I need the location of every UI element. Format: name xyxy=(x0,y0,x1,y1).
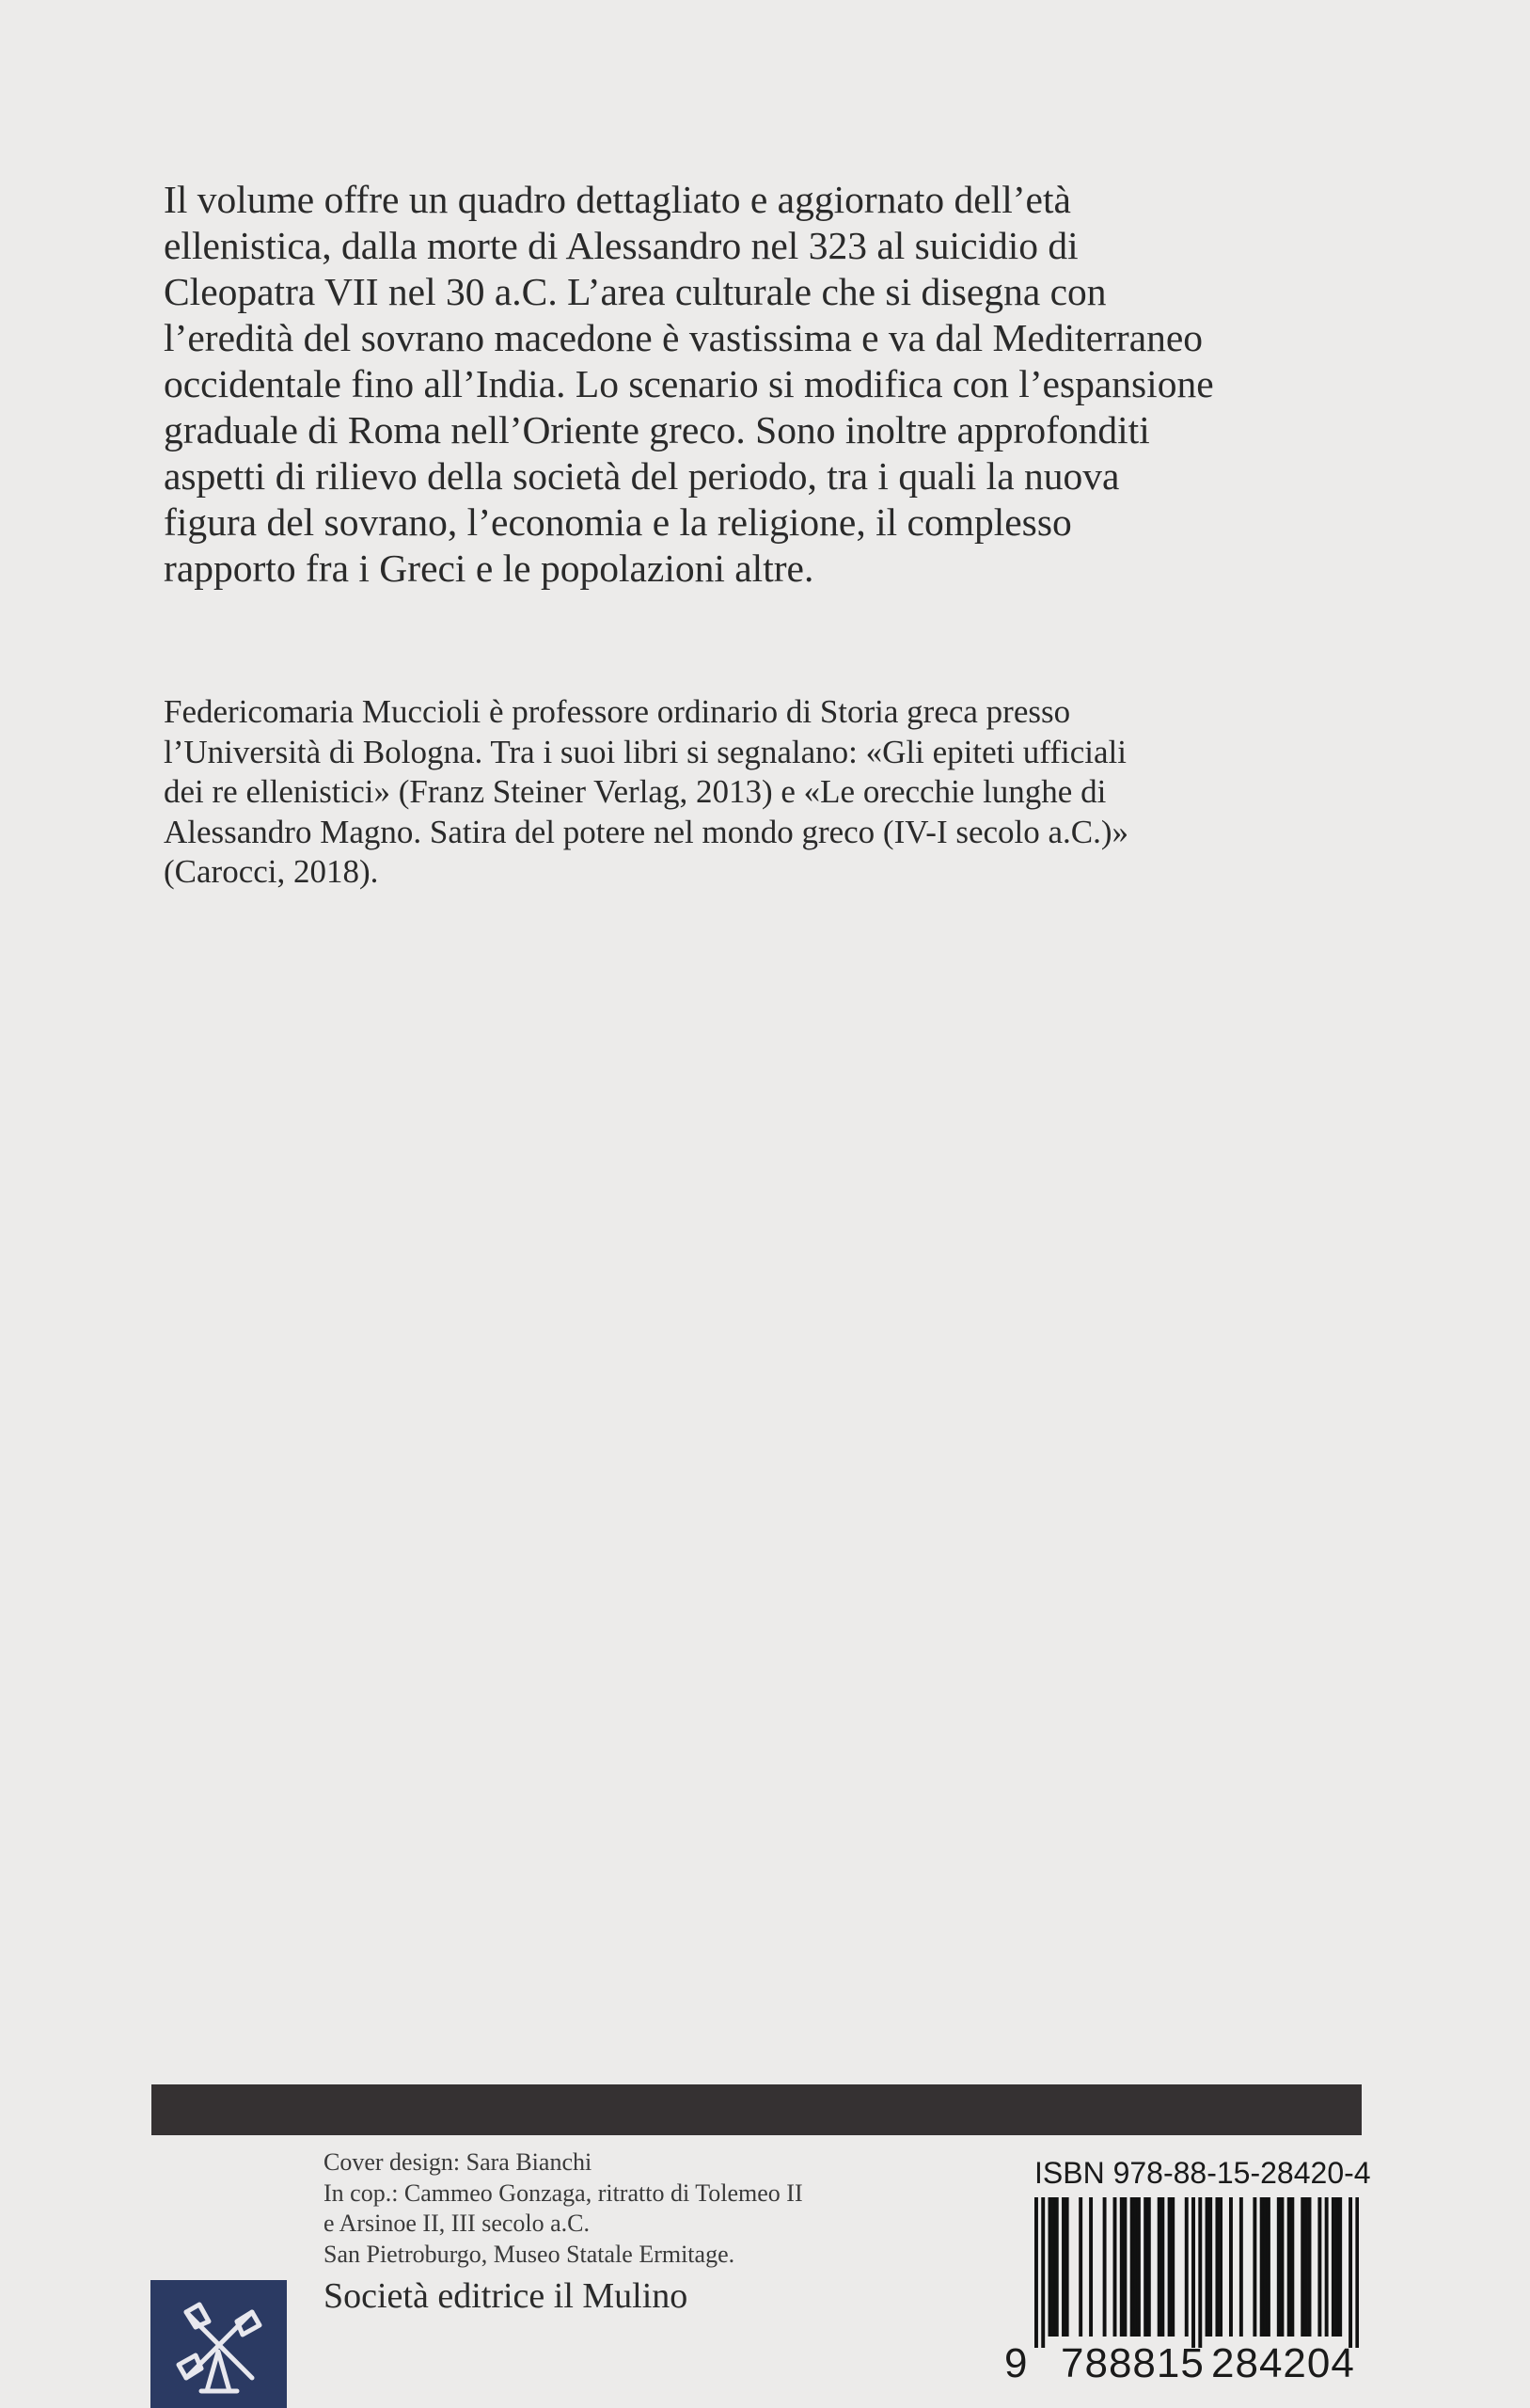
windmill-icon xyxy=(150,2280,287,2408)
barcode-bar xyxy=(1123,2197,1127,2337)
bio-line: (Carocci, 2018). xyxy=(164,853,379,890)
barcode-bar xyxy=(1335,2197,1339,2337)
divider-bar xyxy=(151,2084,1362,2135)
description-line: Il volume offre un quadro dettagliato e aggiornato dell’età xyxy=(164,178,1071,221)
barcode xyxy=(1034,2197,1359,2348)
barcode-bar xyxy=(1133,2197,1137,2337)
barcode-bar xyxy=(1130,2197,1134,2337)
barcode-bar xyxy=(1263,2197,1267,2337)
publisher-logo xyxy=(150,2280,287,2408)
barcode-bar xyxy=(1290,2197,1294,2337)
barcode-bar xyxy=(1051,2197,1055,2337)
barcode-bar xyxy=(1308,2197,1312,2337)
description-line: aspetti di rilievo della società del periodo, tra i quali la nuova xyxy=(164,454,1120,498)
barcode-bar xyxy=(1062,2197,1065,2337)
barcode-bar xyxy=(1208,2197,1212,2337)
barcode-bar xyxy=(1065,2197,1069,2337)
barcode-bar xyxy=(1301,2197,1304,2337)
barcode-bar xyxy=(1267,2197,1270,2337)
description-line: occidentale fino all’India. Lo scenario si modifica con l’espansione xyxy=(164,362,1214,405)
barcode-bar xyxy=(1260,2197,1264,2337)
bio-line: Alessandro Magno. Satira del potere nel mondo greco (IV-I secolo a.C.)» xyxy=(164,813,1129,850)
barcode-bar xyxy=(1325,2197,1329,2337)
barcode-bar xyxy=(1089,2197,1093,2337)
barcode-bar xyxy=(1355,2197,1359,2348)
barcode-bar xyxy=(1332,2197,1335,2337)
barcode-bar xyxy=(1147,2197,1151,2337)
barcode-bar xyxy=(1280,2197,1284,2337)
barcode-bar xyxy=(1191,2197,1195,2348)
credit-line: San Pietroburgo, Museo Statale Ermitage. xyxy=(323,2240,735,2268)
barcode-bar xyxy=(1338,2197,1342,2337)
description-line: rapporto fra i Greci e le popolazioni altre. xyxy=(164,547,814,590)
barcode-bar xyxy=(1049,2197,1052,2337)
barcode-bar xyxy=(1137,2197,1141,2337)
description-line: l’eredità del sovrano macedone è vastissima e va dal Mediterraneo xyxy=(164,316,1204,359)
barcode-bar xyxy=(1171,2197,1175,2337)
barcode-bar xyxy=(1160,2197,1164,2337)
book-description xyxy=(164,177,1386,592)
barcode-bar xyxy=(1215,2197,1219,2337)
barcode-bar xyxy=(1219,2197,1222,2337)
barcode-bar xyxy=(1079,2197,1082,2337)
barcode-bar xyxy=(1041,2197,1045,2348)
barcode-bar xyxy=(1229,2197,1233,2337)
barcode-bar xyxy=(1304,2197,1308,2337)
barcode-bar xyxy=(1055,2197,1059,2337)
description-line: figura del sovrano, l’economia e la religione, il complesso xyxy=(164,500,1072,544)
barcode-bar xyxy=(1158,2197,1161,2337)
barcode-bar xyxy=(1185,2197,1189,2337)
cover-credits xyxy=(323,2147,803,2270)
barcode-bar xyxy=(1113,2197,1117,2337)
author-bio xyxy=(164,692,1386,893)
barcode-bar xyxy=(1349,2197,1352,2348)
credit-line: e Arsinoe II, III secolo a.C. xyxy=(323,2210,591,2237)
barcode-bar xyxy=(1144,2197,1147,2337)
barcode-left-digits: 788815 xyxy=(1061,2340,1205,2386)
barcode-bar xyxy=(1239,2197,1243,2337)
publisher-name: Società editrice il Mulino xyxy=(323,2276,688,2316)
barcode-right-digits: 284204 xyxy=(1211,2340,1355,2386)
bio-line: dei re ellenistici» (Franz Steiner Verlag, 2013) e «Le orecchie lunghe di xyxy=(164,773,1107,810)
isbn-label: ISBN 978-88-15-28420-4 xyxy=(1034,2156,1371,2190)
barcode-first-digit: 9 xyxy=(1004,2340,1028,2386)
barcode-bar xyxy=(1253,2197,1256,2337)
barcode-bar xyxy=(1287,2197,1291,2337)
description-line: ellenistica, dalla morte di Alessandro nel 323 al suicidio di xyxy=(164,224,1079,267)
barcode-bar xyxy=(1198,2197,1202,2348)
bio-line: Federicomaria Muccioli è professore ordinario di Storia greca presso xyxy=(164,693,1071,730)
description-line: graduale di Roma nell’Oriente greco. Sono inoltre approfonditi xyxy=(164,408,1150,452)
isbn-barcode-block xyxy=(1004,2154,1371,2400)
barcode-bar xyxy=(1317,2197,1321,2337)
barcode-bar xyxy=(1120,2197,1124,2337)
barcode-bar xyxy=(1103,2197,1107,2337)
barcode-bar xyxy=(1034,2197,1038,2348)
barcode-bar xyxy=(1277,2197,1281,2337)
credit-line: In cop.: Cammeo Gonzaga, ritratto di Tolemeo II xyxy=(323,2178,803,2207)
bio-line: l’Università di Bologna. Tra i suoi libri si segnalano: «Gli epiteti ufficiali xyxy=(164,733,1127,770)
barcode-bar xyxy=(1206,2197,1209,2337)
description-line: Cleopatra VII nel 30 a.C. L’area culturale che si disegna con xyxy=(164,270,1107,313)
credit-line: Cover design: Sara Bianchi xyxy=(323,2148,592,2176)
barcode-bar xyxy=(1168,2197,1172,2337)
